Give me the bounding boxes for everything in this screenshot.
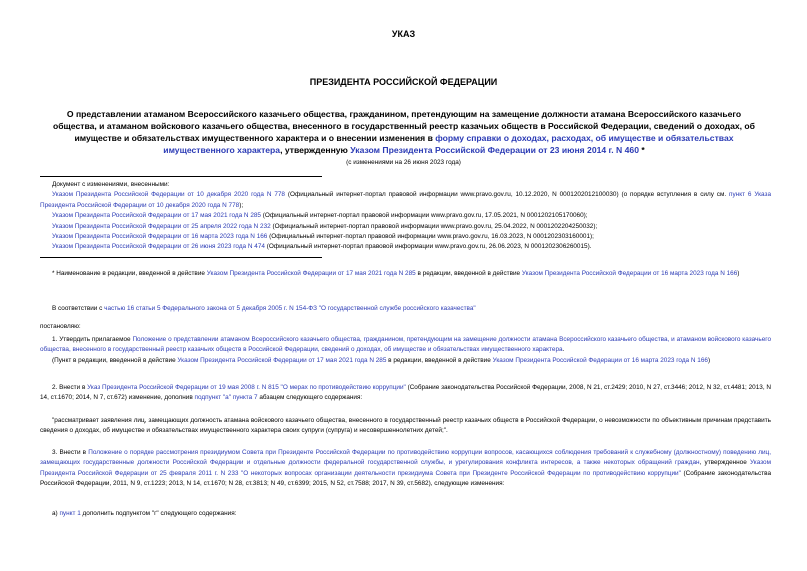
basis-text: В соответствии с [52, 305, 105, 312]
item-2-link-decree-815[interactable]: Указ Президента Российской Федерации от 19 мая 2008 г. N 815 "О мерах по противодействию коррупции" [87, 384, 406, 391]
heading-link-form[interactable]: форму справки о доходах, расходах, об имуществе и обязательствах имущественного характера [163, 133, 734, 155]
item-2-text: 2. Внести в [52, 384, 88, 391]
heading-text-1: О представлении атаманом Всероссийского казачьего общества, гражданином, претендующим на замещение должности атамана Всероссийского казачьего общества, и атаманом войскового казачьего общества, внесенного в государственный реестр казачьих обществ в Российской Федерации, сведений о доходах, об имуществе и обязательствах имущественного характера и о внесении изменения в [53, 109, 755, 143]
item-2-text: (Собрание законодательства Российской Федерации, 2008, N 21, ст.2429; 2010, N 27, ст.3446; 2012, N 32, ст.4481; 2013, N 14, ст.1670; 2014, N 7, ст.672) изменение, дополнив [40, 384, 771, 402]
divider-top [40, 176, 322, 177]
footnote-text: в редакции, введенной в действие [415, 270, 522, 277]
footnote-link-285[interactable]: Указом Президента Российской Федерации от 17 мая 2021 года N 285 [206, 270, 416, 277]
changes-note: (с изменениями на 26 июня 2023 года) [346, 159, 461, 166]
item-1-note-link-166[interactable]: Указом Президента Российской Федерации от 16 марта 2023 года N 166 [492, 357, 708, 364]
item-3a-text: дополнить подпунктом "г" следующего содержания: [80, 510, 237, 517]
item-3-link-decree-233[interactable]: Указом Президента Российской Федерации от 25 февраля 2011 г. N 233 "О некоторых вопросах организации деятельности президиума Совета при Президенте Российской Федерации по противодействию коррупции" [40, 459, 771, 477]
change-item [40, 222, 771, 232]
item-1-note-text: (Пункт в редакции, введенной в действие [52, 357, 178, 364]
change-item [40, 242, 771, 252]
item-1-link-regulation[interactable]: Положение о представлении атаманом Всероссийского казачьего общества, гражданином, претендующим на замещение должности атамана Всероссийского казачьего общества, и атаманом войскового казачьего общества, внесенного в государственный реестр казачьих обществ в Российской Федерации, сведений о доходах, об имуществе и обязательствах имущественного характера [40, 336, 771, 354]
change-text: (Официальный интернет-портал правовой информации www.pravo.gov.ru, 25.04.2022, N 0001202204250032); [270, 222, 598, 230]
item-1-note-text: в редакции, введенной в действие [386, 357, 493, 364]
change-item [40, 232, 771, 242]
item-1-text: . [562, 346, 565, 354]
item-2 [40, 383, 771, 404]
change-text: (Официальный интернет-портал правовой информации www.pravo.gov.ru, 16.03.2023, N 0001202303160001); [267, 233, 594, 241]
change-text: (Официальный интернет-портал правовой информации www.pravo.gov.ru, 10.12.2020, N 0001202012100030) (о порядке вступления в силу см. [285, 191, 730, 199]
doc-heading [45, 108, 763, 156]
item-1 [40, 335, 771, 356]
basis-paragraph [40, 304, 771, 314]
item-3a [40, 509, 771, 519]
basis-link-law[interactable]: частью 16 статьи 5 Федерального закона от 5 декабря 2005 г. N 154-ФЗ "О государственной службе российского казачества" [104, 305, 476, 312]
item-2-link-point7[interactable]: подпункт "а" пункта 7 [194, 394, 258, 402]
item-3-text: , утвержденное [699, 459, 750, 467]
item-3 [40, 448, 771, 490]
item-3a-text: а) [52, 510, 60, 517]
heading-text-3: * [638, 145, 645, 155]
item-1-note-text: ) [707, 357, 711, 364]
item-3-link-regulation[interactable]: Положение о порядке рассмотрения президиумом Совета при Президенте Российской Федерации по противодействию коррупции вопросов, касающихся соблюдения требований к служебному (должностному) поведению лиц, замещающих государственные должности Российской Федерации и отдельные должности федеральной государственной службы, и урегулирования конфликта интересов, а также некоторых обращений граждан [40, 449, 771, 467]
heading-text-2: , утвержденную [280, 145, 351, 155]
item-2-quote: "рассматривает заявления лиц, замещающих должность атамана войскового казачьего общества, внесенного в государственный реестр казачьих обществ в Российской Федерации, о невозможности по объективным причинам представить сведения о доходах, об имуществе и обязательствах имущественного характера своих супруги (супруга) и несовершеннолетних детей;". [40, 417, 771, 435]
doc-title-ukaz: УКАЗ [391, 29, 416, 39]
item-1-text: 1. Утвердить прилагаемое [52, 336, 133, 343]
change-link[interactable]: Указом Президента Российской Федерации от 16 марта 2023 года N 166 [52, 233, 268, 241]
footnote-link-166[interactable]: Указом Президента Российской Федерации от 16 марта 2023 года N 166 [521, 270, 738, 277]
item-2-text: абзацем следующего содержания: [257, 394, 363, 402]
item-3-text: (Собрание законодательства Российской Федерации, 2011, N 9, ст.1223; 2013, N 14, ст.1670; N 28, ст.3813; N 49, ст.6399; 2015, N 52, ст.7588; 2017, N 39, ст.5682), следующие изменения: [40, 469, 771, 488]
changes-list [40, 180, 771, 253]
change-item [40, 211, 771, 221]
item-3-text: 3. Внести в [52, 449, 89, 456]
item-1-note-link-285[interactable]: Указом Президента Российской Федерации от 17 мая 2021 года N 285 [177, 357, 387, 364]
change-tail: ); [239, 201, 244, 209]
decree-word: постановляю: [40, 323, 81, 330]
doc-title-president: ПРЕЗИДЕНТА РОССИЙСКОЙ ФЕДЕРАЦИИ [309, 77, 498, 87]
change-link[interactable]: Указом Президента Российской Федерации от 10 декабря 2020 года N 778 [52, 191, 285, 199]
item-1-note [40, 356, 771, 366]
change-link[interactable]: Указом Президента Российской Федерации от 17 мая 2021 года N 285 [52, 212, 261, 220]
change-text: (Официальный интернет-портал правовой информации www.pravo.gov.ru, 26.06.2023, N 0001202306260015). [264, 243, 592, 251]
change-link-point6[interactable]: пункт 6 Указа Президента Российской Федерации от 10 декабря 2020 года N 778 [40, 191, 771, 209]
change-link[interactable]: Указом Президента Российской Федерации от 26 июня 2023 года N 474 [52, 243, 265, 251]
footnote-text: * Наименование в редакции, введенной в действие [52, 270, 207, 277]
change-item [40, 190, 771, 211]
changes-intro: Документ с изменениями, внесенными: [52, 181, 170, 188]
item-3a-link-point1[interactable]: пункт 1 [59, 510, 81, 517]
divider-bottom [40, 257, 322, 258]
change-text: (Официальный интернет-портал правовой информации www.pravo.gov.ru, 17.05.2021, N 0001202105170060); [261, 212, 588, 220]
footnote-text: ) [737, 270, 740, 277]
change-link[interactable]: Указом Президента Российской Федерации от 25 апреля 2022 года N 232 [52, 222, 271, 230]
heading-link-decree-460[interactable]: Указом Президента Российской Федерации от 23 июня 2014 г. N 460 [350, 145, 639, 155]
footnote [40, 269, 771, 279]
